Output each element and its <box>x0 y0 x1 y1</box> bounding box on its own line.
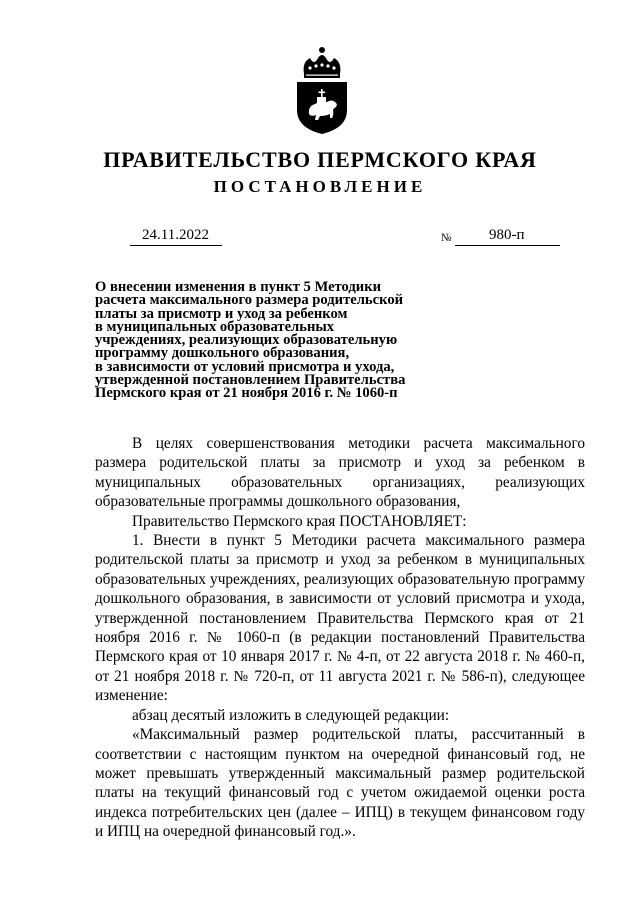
decree-paragraph: Правительство Пермского края ПОСТАНОВЛЯЕТ: <box>132 512 467 530</box>
intro-paragraph: В целях совершенствования методики расчета максимального размера родительской платы за присмотр и уход за ребенком в муниципальных образовательных организациях, реализующих образовательные программы дошкольного образования, <box>95 435 585 511</box>
title-line: утвержденной постановлением Правительства <box>95 372 406 389</box>
title-line: Пермского края от 21 ноября 2016 г. № 1060-п <box>95 385 398 402</box>
document-type: ПОСТАНОВЛЕНИЕ <box>213 177 427 196</box>
number-sign: № <box>441 232 452 244</box>
title-line: платы за присмотр и уход за ребенком <box>95 305 348 322</box>
document-date: 24.11.2022 <box>142 227 209 243</box>
item-1-paragraph: 1. Внести в пункт 5 Методики расчета максимального размера родительской платы за присмотр и уход за ребенком в муниципальных образовательных учреждениях, реализующих образовательную программу дошкольного образования, в зависимости от условий присмотра и ухода, утвержденной постановлением Правительства Пермского края от 21 ноября 2016 г. № 1060-п (в редакции постановлений Правительства Пермского края от 10 января 2017 г. № 4-п, от 22 августа 2018 г. № 460-п, от 21 ноября 2018 г. № 720-п, от 11 августа 2021 г. № 586-п), следующее изменение: <box>95 532 585 705</box>
document-title <box>95 281 435 401</box>
paragraph-note: абзац десятый изложить в следующей редакции: <box>132 706 450 724</box>
title-line: О внесении изменения в пункт 5 Методики <box>95 279 382 295</box>
perm-krai-coat-of-arms-bear-icon <box>292 44 352 136</box>
document-body <box>95 434 585 842</box>
title-line: программу дошкольного образования, <box>95 345 350 362</box>
quoted-amendment: «Максимальный размер родительской платы, рассчитанный в соответствии с настоящим пунктом на очередной финансовый год, не может превышать утвержденный максимальный размер родительской платы на текущий финансовый год с учетом ожидаемой оценки роста индекса потребительских цен (далее – ИПЦ) в текущем финансовом году и ИПЦ на очередной финансовый год.». <box>95 726 585 841</box>
number-underline <box>455 245 560 246</box>
date-underline <box>130 245 222 246</box>
title-line: в зависимости от условий присмотра и ухода, <box>95 358 395 375</box>
title-line: учреждениях, реализующих образовательную <box>95 332 398 349</box>
organization-name: ПРАВИТЕЛЬСТВО ПЕРМСКОГО КРАЯ <box>103 147 537 172</box>
title-line: в муниципальных образовательных <box>95 318 335 335</box>
document-number: 980-п <box>489 227 525 243</box>
title-line: расчета максимального размера родительской <box>95 292 404 309</box>
